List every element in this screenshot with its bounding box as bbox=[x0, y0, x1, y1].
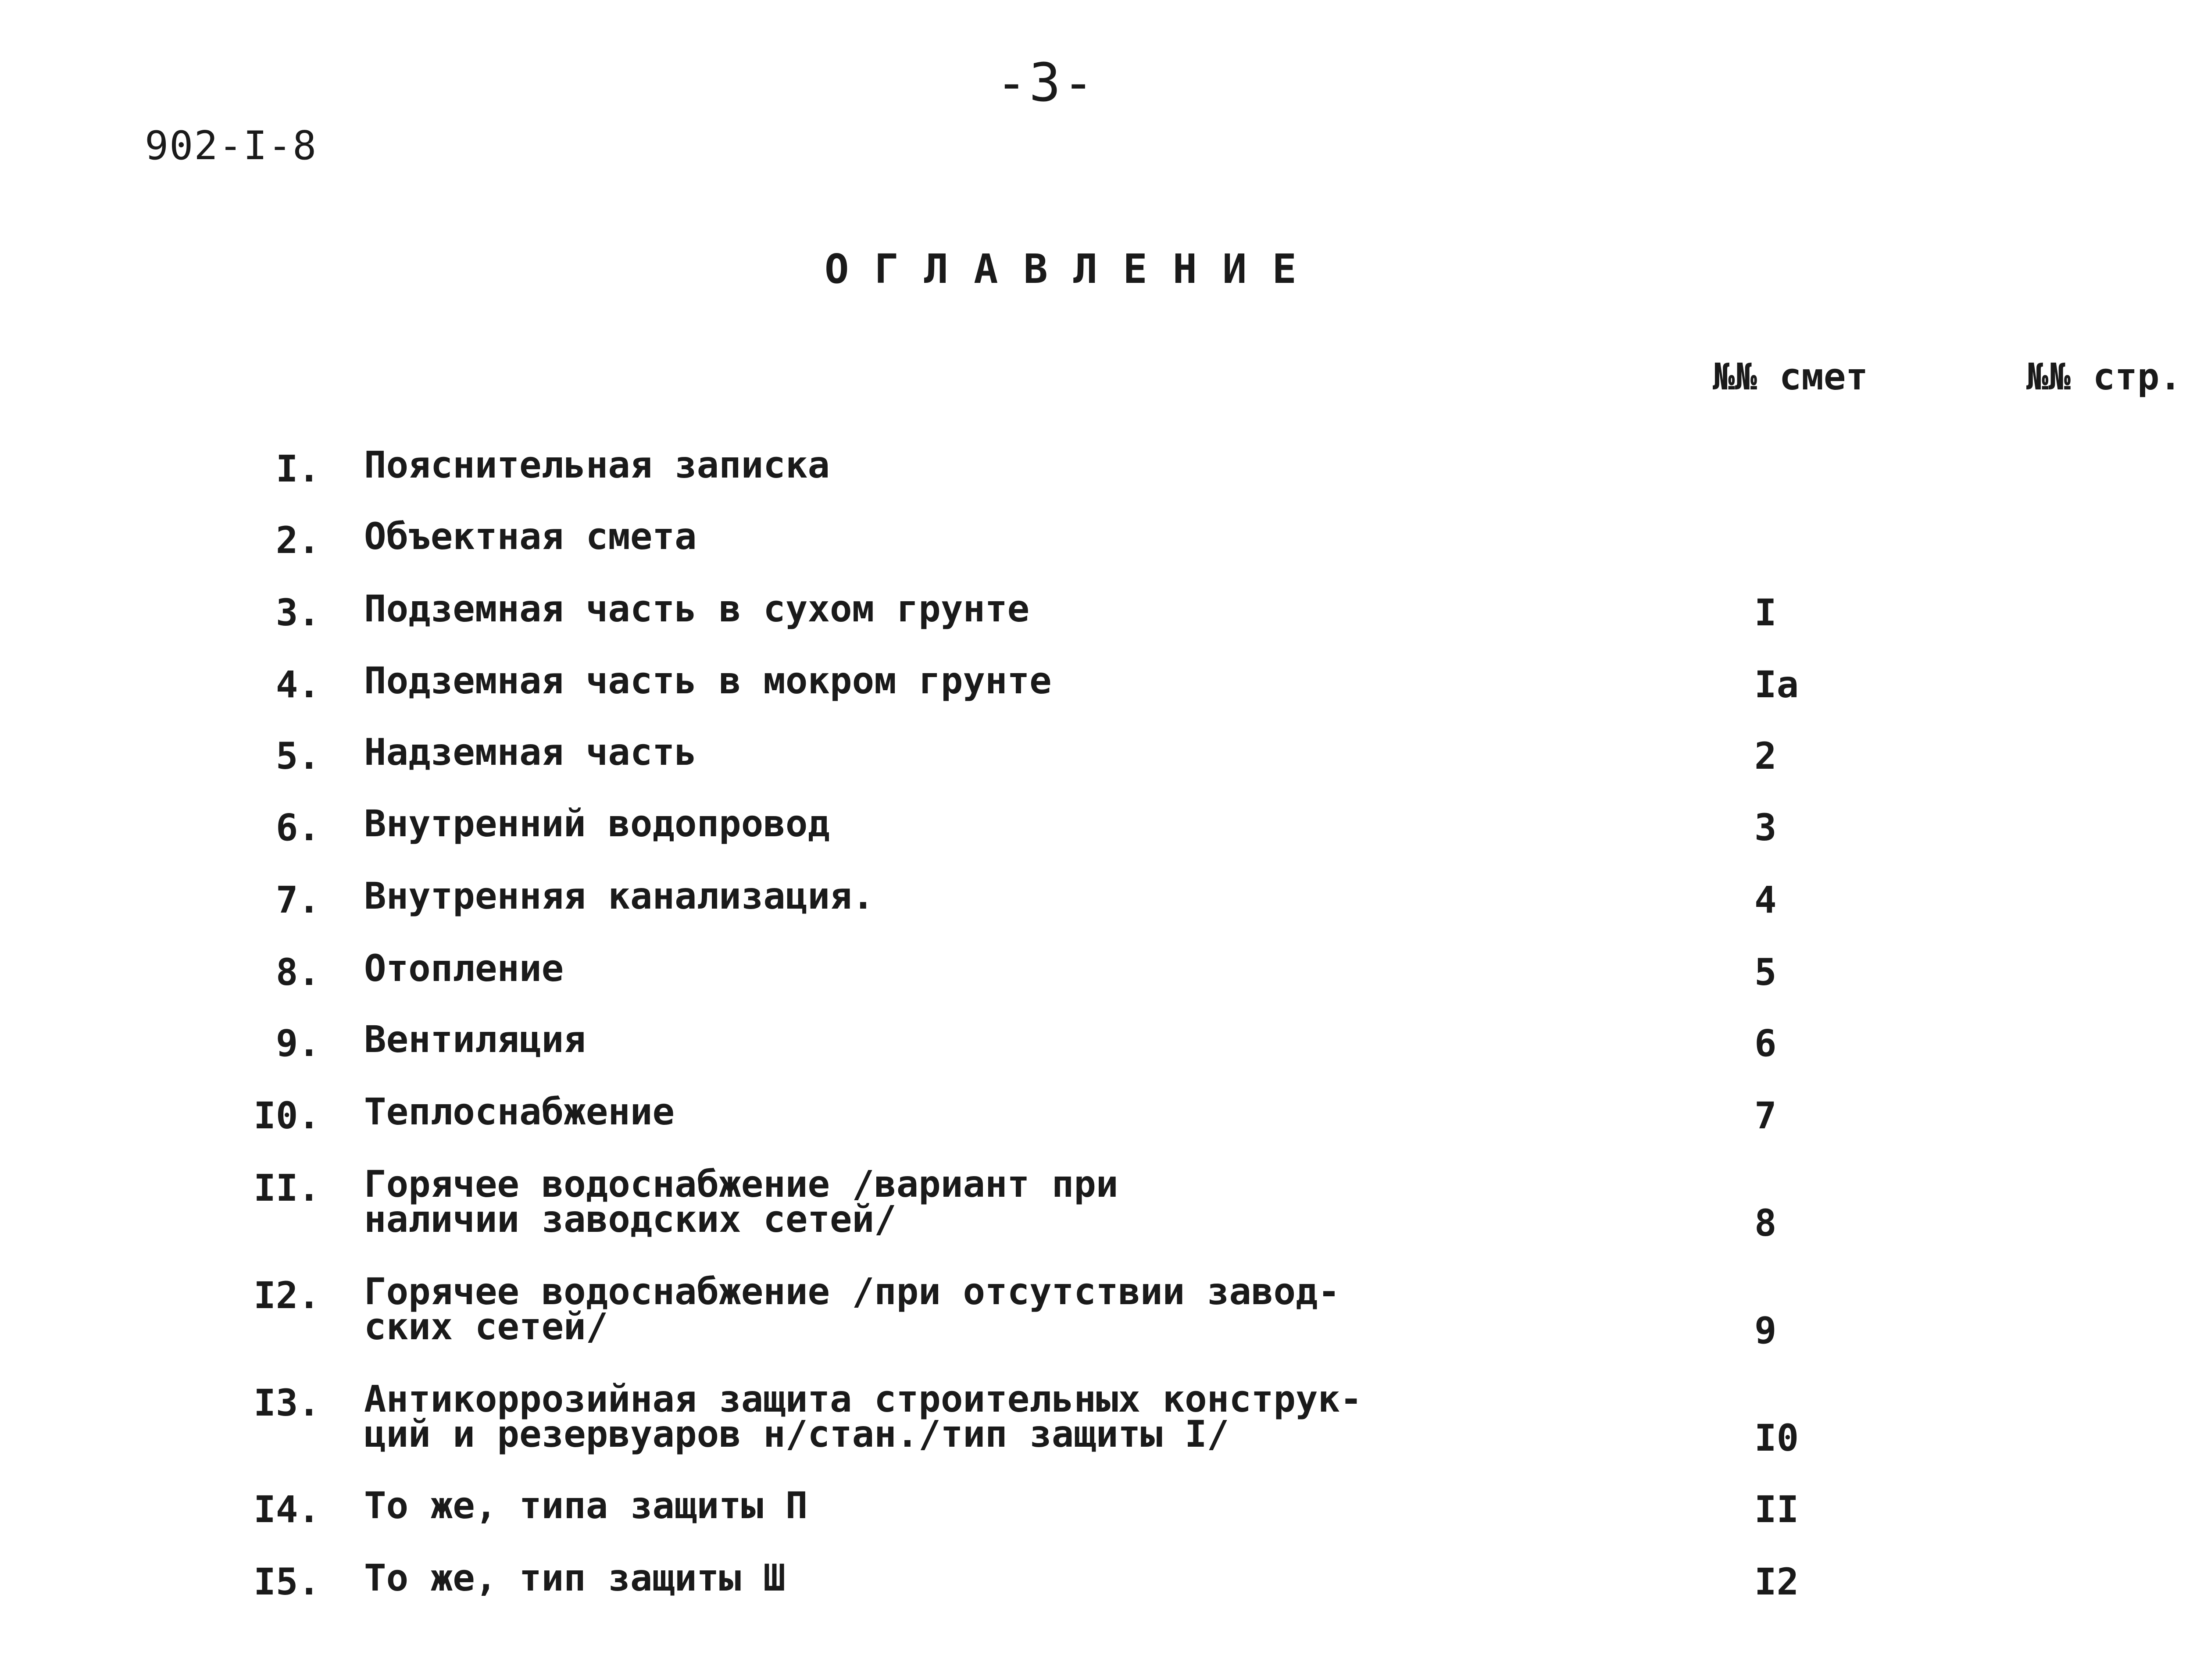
item-number: 4. bbox=[275, 663, 320, 706]
item-number: I3. bbox=[254, 1381, 320, 1424]
item-title: Подземная часть в сухом грунте bbox=[364, 587, 1030, 630]
item-title: То же, тип защиты Ш bbox=[364, 1556, 786, 1599]
item-title: Подземная часть в мокром грунте bbox=[364, 659, 1052, 702]
item-number: I0. bbox=[254, 1094, 320, 1137]
item-estimate: I2 bbox=[1754, 1560, 1799, 1603]
item-title: Горячее водоснабжение /при отсутствии завод- ских сетей/ bbox=[364, 1270, 1340, 1348]
item-number: 5. bbox=[275, 735, 320, 778]
item-estimate: 3 bbox=[1754, 806, 1777, 849]
item-title: Надземная часть bbox=[364, 731, 697, 774]
item-title: Отопление bbox=[364, 947, 564, 990]
item-title: Внутренний водопровод bbox=[364, 802, 830, 845]
page-title: ОГЛАВЛЕНИЕ bbox=[825, 246, 1322, 292]
item-estimate: I bbox=[1754, 591, 1777, 634]
item-estimate: 8 bbox=[1754, 1202, 1777, 1245]
item-title: Пояснительная записка bbox=[364, 443, 830, 486]
item-number: II. bbox=[254, 1166, 320, 1209]
item-number: 7. bbox=[275, 878, 320, 921]
item-number: I4. bbox=[254, 1488, 320, 1531]
estimate-column-header: №№ смет bbox=[1713, 355, 1868, 398]
item-number: 3. bbox=[275, 591, 320, 634]
item-number: I5. bbox=[254, 1560, 320, 1603]
item-estimate: 2 bbox=[1754, 735, 1777, 778]
document-code: 902-I-8 bbox=[145, 123, 318, 169]
item-number: I. bbox=[275, 447, 320, 490]
item-title: Вентиляция bbox=[364, 1018, 586, 1061]
item-estimate: 9 bbox=[1754, 1309, 1777, 1352]
page-number: -3- bbox=[996, 53, 1096, 114]
item-number: 2. bbox=[275, 519, 320, 562]
item-number: I2. bbox=[254, 1274, 320, 1317]
item-estimate: II bbox=[1754, 1488, 1799, 1531]
item-estimate: I0 bbox=[1754, 1416, 1799, 1459]
item-number: 8. bbox=[275, 951, 320, 994]
item-number: 6. bbox=[275, 806, 320, 849]
item-estimate: 5 bbox=[1754, 951, 1777, 994]
item-title: Теплоснабжение bbox=[364, 1090, 675, 1133]
item-estimate: 7 bbox=[1754, 1094, 1777, 1137]
item-title: То же, типа защиты П bbox=[364, 1484, 808, 1527]
item-title: Внутренняя канализация. bbox=[364, 874, 875, 917]
item-title: Антикоррозийная защита строительных конструк- ций и резервуаров н/стан./тип защиты I/ bbox=[364, 1377, 1362, 1455]
item-estimate: 6 bbox=[1754, 1022, 1777, 1065]
page-column-header: №№ стр. bbox=[2026, 355, 2182, 398]
item-title: Объектная смета bbox=[364, 515, 697, 558]
item-estimate: 4 bbox=[1754, 878, 1777, 921]
item-title: Горячее водоснабжение /вариант при наличии заводских сетей/ bbox=[364, 1163, 1118, 1241]
item-number: 9. bbox=[275, 1022, 320, 1065]
item-estimate: Iа bbox=[1754, 663, 1799, 706]
